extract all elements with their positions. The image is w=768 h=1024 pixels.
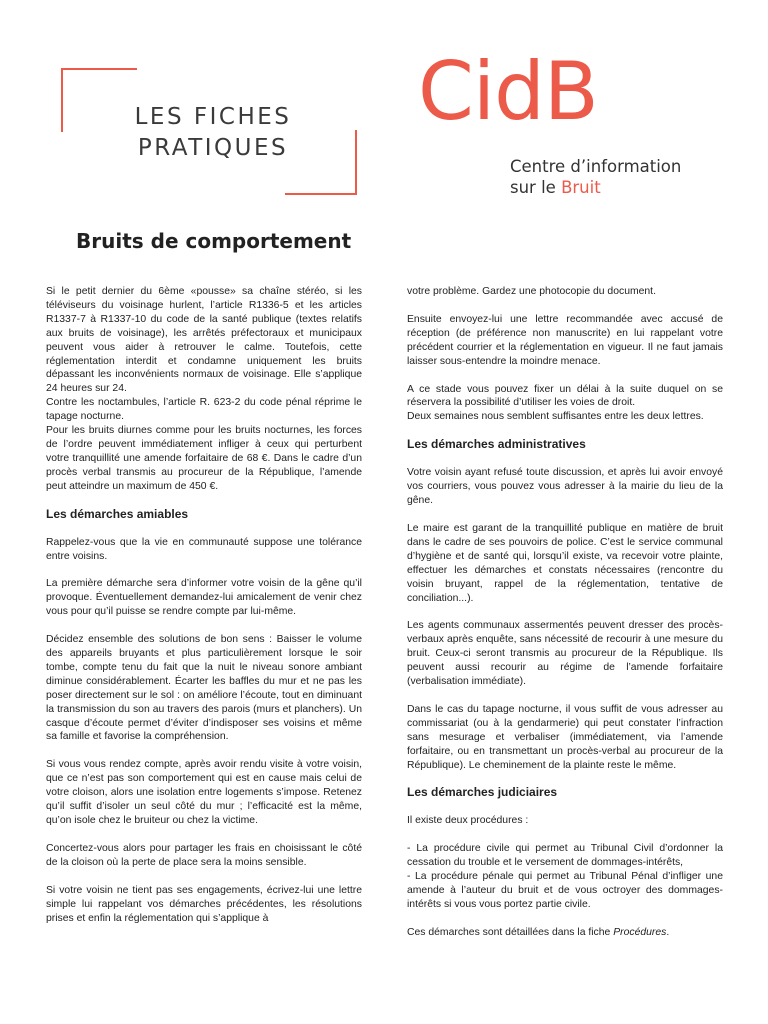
logo-subtitle-line-1: Centre d’information xyxy=(510,157,682,176)
continuation-paragraph: votre problème. Gardez une photocopie du document. xyxy=(407,286,656,297)
final-suffix: . xyxy=(666,926,670,938)
final-paragraph xyxy=(407,926,723,940)
section-heading-administratives: Les démarches administratives xyxy=(407,437,586,452)
amiables-paragraph: La première démarche sera d’informer votre voisin de la gêne qu’il provoque. Éventuellement demandez-lui amicalement de venir chez vous pour qu’il puisse se rendre compte par lui-même. xyxy=(46,578,362,618)
fiches-line-2: PRATIQUES xyxy=(137,135,289,161)
continuation-paragraph: Ensuite envoyez-lui une lettre recommandée avec accusé de réception (de préférence non manuscrite) en lui rappelant votre précédent courrier et la réglementation en vigueur. Il ne faut jamais laisser sous-entendre la moindre menace. xyxy=(407,313,723,367)
administratives-paragraph: Dans le cas du tapage nocturne, il vous suffit de vous adresser au commissariat (ou à la gendarmerie) qui peut constater l’infraction sans mesurage et verbaliser (immédiatement, via l’amende forfaitaire, ou en transmettant un procès-verbal au procureur de la République). Le cheminement de la plainte reste le même. xyxy=(407,703,723,771)
frame-right-line xyxy=(355,130,357,195)
amiables-paragraph: Si votre voisin ne tient pas ses engagements, écrivez-lui une lettre simple lui rappelant vos démarches précédentes, les résolutions prises et enfin la réglementation qui s’applique à xyxy=(46,884,362,924)
frame-left-line xyxy=(61,68,63,132)
final-prefix: Ces démarches sont détaillées dans la fiche xyxy=(407,926,614,938)
administratives-paragraph: Votre voisin ayant refusé toute discussion, et après lui avoir envoyé vos courriers, vous pouvez vous adresser à la mairie du lieu de la gêne. xyxy=(407,467,723,507)
administratives-paragraph: Le maire est garant de la tranquillité publique en matière de bruit dans le cadre de ses pouvoirs de police. C’est le service communal d’hygiène et de santé qui, lorsqu’il existe, va recevoir votre plainte, effectuer les démarches et constats nécessaires (rencontre du voisin bruyant, rappel de la réglementation, tentative de conciliation...). xyxy=(407,522,723,604)
amiables-paragraph: Si vous vous rendez compte, après avoir rendu visite à votre voisin, que ce n’est pas son comportement qui est en cause mais celui de votre cloison, alors une isolation entre logements s’impose. Retenez qu’il suffit d’isoler un seul côté du mur ; l’efficacité est la même, qu’on isole chez le bruiteur ou chez la victime. xyxy=(46,759,362,826)
continuation-paragraph: Deux semaines nous semblent suffisantes entre les deux lettres. xyxy=(407,411,704,423)
document-title: Bruits de comportement xyxy=(76,229,352,253)
intro-paragraph-3: Pour les bruits diurnes comme pour les bruits nocturnes, les forces de l’ordre peuvent immédiatement infliger à ceux qui perturbent votre tranquillité une amende forfaitaire de 68 €. Dans le cadre d’un procès verbal transmis au procureur de la République, l’amende peut atteindre un maximum de 450 €. xyxy=(46,425,362,492)
judiciaires-paragraph: Il existe deux procédures : xyxy=(407,815,529,827)
judiciaires-paragraph: - La procédure civile qui permet au Tribunal Civil d’ordonner la cessation du trouble et le versement de dommages-intérêts, xyxy=(407,843,723,869)
cidb-logo xyxy=(418,45,682,197)
cidb-logo-subtitle xyxy=(510,156,740,198)
procedures-reference: Procédures xyxy=(613,926,667,938)
section-heading-judiciaires: Les démarches judiciaires xyxy=(407,785,558,800)
fiches-pratiques-frame xyxy=(61,68,357,195)
frame-bottom-line xyxy=(285,193,357,195)
continuation-paragraph: A ce stade vous pouvez fixer un délai à la suite duquel on se réservera la possibilité d’utiliser les voies de droit. xyxy=(407,383,723,409)
administratives-paragraph: Les agents communaux assermentés peuvent dresser des procès-verbaux après enquête, sans nécessité de recourir à une mesure du bruit. Ceux-ci seront transmis au procureur de la République. Ils peuvent aussi recourir au régime de l’amende forfaitaire (verbalisation immédiate). xyxy=(407,620,723,688)
logo-subtitle-accent: Bruit xyxy=(561,178,601,197)
fiches-pratiques-title xyxy=(113,102,313,164)
amiables-paragraph: Décidez ensemble des solutions de bon sens : Baisser le volume des appareils bruyants et plus particulièrement lorsque le soir tombe, compte tenu du fait que la nuit le niveau sonore ambiant diminue considérablement. Écarter les baffles du mur et ne pas les poser directement sur le sol : on améliore l’écoute, tout en diminuant la transmission du son au travers des parois (murs et planchers). Un casque d’écoute permet d’éviter d’indisposer ses voisins et même sa famille et favorise la compréhension. xyxy=(46,634,362,743)
judiciaires-paragraph: - La procédure pénale qui permet au Tribunal Pénal d’infliger une amende à l’auteur du bruit et de vous octroyer des dommages-intérêts si vous vous portez partie civile. xyxy=(407,871,723,910)
cidb-logo-mark: CidB xyxy=(418,45,598,138)
logo-subtitle-line-2 xyxy=(510,177,740,198)
left-column xyxy=(46,285,362,925)
amiables-paragraph: Rappelez-vous que la vie en communauté suppose une tolérance entre voisins. xyxy=(46,536,362,562)
fiches-line-1: LES FICHES xyxy=(134,104,292,130)
intro-paragraph-1: Si le petit dernier du 6ème «pousse» sa chaîne stéréo, si les téléviseurs du voisinage hurlent, l’article R1336-5 et les articles R1337-7 à R1337-10 du code de la santé publique (textes relatifs aux bruits de voisinage), les arrêtés préfectoraux et municipaux peuvent vous aider à retrouver le calme. Toutefois, cette réglementation interdit et condamne uniquement les bruits dépassant les inconvénients normaux de voisinage. Elle s’applique 24 heures sur 24. xyxy=(46,286,362,395)
frame-top-line xyxy=(61,68,137,70)
logo-subtitle-prefix: sur le xyxy=(510,178,562,197)
section-heading-amiables: Les démarches amiables xyxy=(46,506,189,521)
intro-paragraph-2: Contre les noctambules, l’article R. 623-2 du code pénal réprime le tapage nocturne. xyxy=(46,397,362,423)
amiables-paragraph: Concertez-vous alors pour partager les frais en choisissant le côté de la cloison où la perte de place sera la moins sensible. xyxy=(46,842,362,868)
right-column xyxy=(407,285,723,940)
